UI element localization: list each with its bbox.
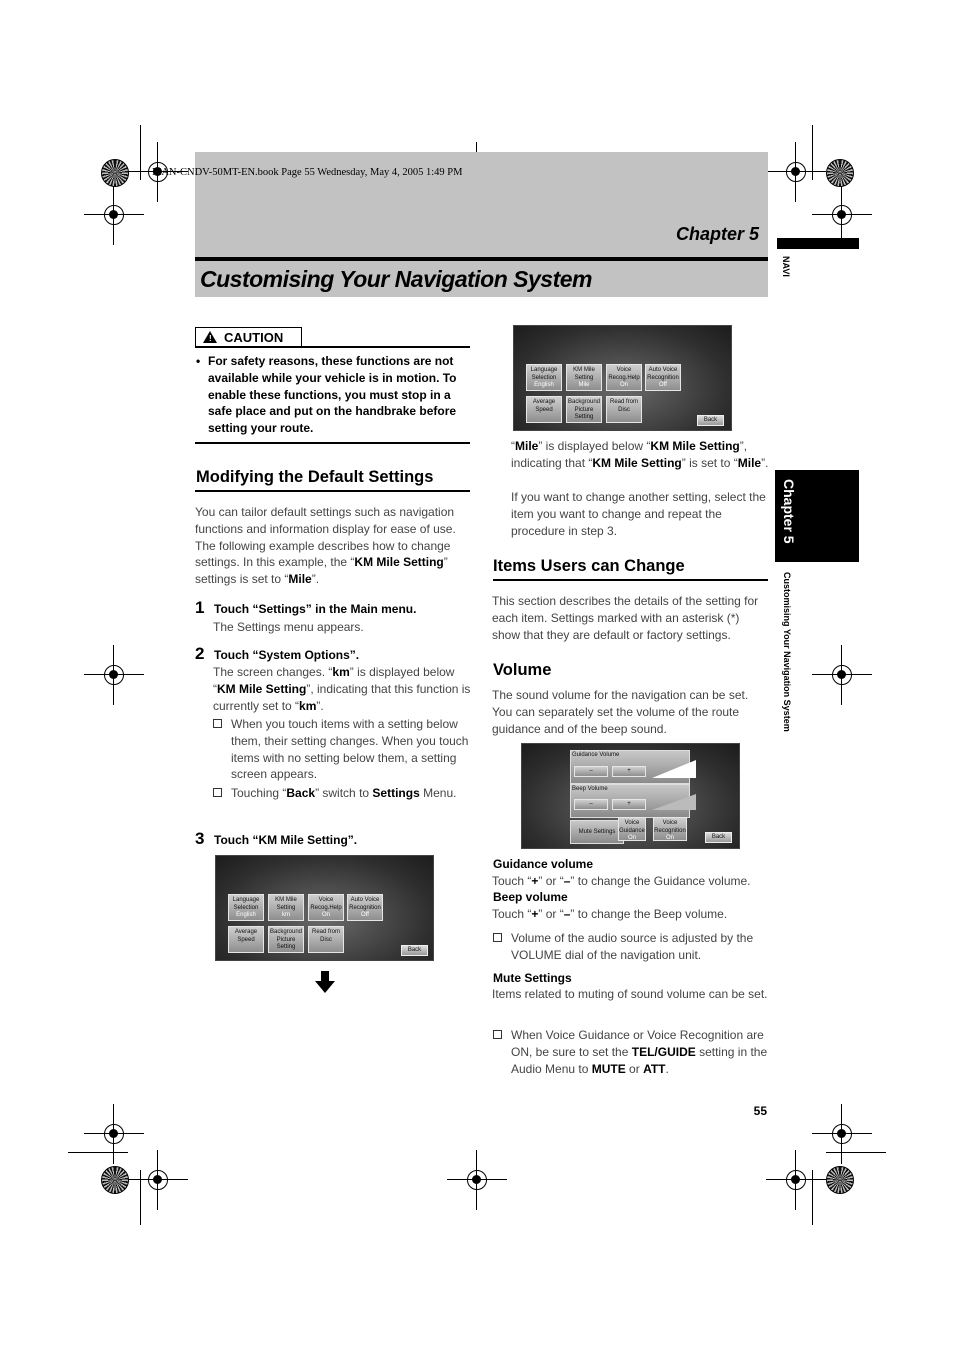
registration-mark bbox=[812, 645, 872, 705]
registration-mark bbox=[128, 1150, 188, 1210]
registration-mark bbox=[84, 185, 144, 245]
warning-icon-mark: ! bbox=[209, 334, 212, 343]
registration-mark bbox=[447, 1150, 507, 1210]
settings-screenshot bbox=[215, 855, 434, 961]
guidance-volume-text: Touch “+” or “–” to change the Guidance volume. bbox=[492, 874, 751, 888]
color-rosette bbox=[101, 159, 129, 187]
registration-mark bbox=[812, 185, 872, 245]
volume-level-icon bbox=[652, 760, 696, 778]
step-title: Touch “System Options”. bbox=[214, 648, 360, 662]
trim-line bbox=[68, 1152, 128, 1153]
intro-paragraph: You can tailor default settings such as navigation functions and information display for ease of use. The following example describes how to change settings. In this example, the “KM Mile Setting” settings is set to “Mile”. bbox=[195, 505, 456, 587]
note: When you touch items with a setting below them, their setting changes. When you touch items with no setting below them, a setting screen appears. bbox=[213, 716, 471, 733]
step-title: Touch “KM Mile Setting”. bbox=[214, 833, 358, 847]
voice-guidance-button: Voice Guidance On bbox=[618, 817, 646, 841]
color-rosette bbox=[101, 1166, 129, 1194]
caution-label: CAUTION bbox=[224, 330, 284, 345]
items-paragraph: This section describes the details of the setting for each item. Settings marked with an asterisk (*) show that they are default or factory settings. bbox=[492, 594, 759, 642]
trim-line bbox=[140, 125, 141, 180]
screen-button-read-disc: Read from Disc bbox=[606, 396, 642, 423]
note: Touching “Back” switch to Settings Menu. bbox=[213, 785, 471, 802]
screen-back-button: Back bbox=[705, 832, 732, 843]
screen-button-background: Background Picture Setting bbox=[268, 926, 304, 953]
screen-button-km-mile: KM Mile Setting km bbox=[268, 894, 304, 921]
screen-button-auto-voice: Auto Voice Recognition Off bbox=[347, 894, 383, 921]
mute-settings-label: Mute Settings bbox=[570, 820, 624, 844]
screen-button-background: Background Picture Setting bbox=[566, 396, 602, 423]
heading-rule bbox=[195, 490, 470, 492]
color-rosette bbox=[826, 1166, 854, 1194]
step-number: 3 bbox=[195, 829, 205, 848]
heading-rule bbox=[493, 579, 768, 581]
navi-tab-label: NAVI bbox=[781, 256, 791, 277]
guidance-minus-button: – bbox=[574, 766, 608, 777]
step-description: The Settings menu appears. bbox=[213, 620, 364, 634]
section-heading: Modifying the Default Settings bbox=[196, 468, 434, 486]
page-number: 55 bbox=[753, 1104, 767, 1118]
beep-volume-label: Beep Volume bbox=[572, 786, 608, 792]
beep-volume-text: Touch “+” or “–” to change the Beep volume. bbox=[492, 907, 728, 921]
another-setting-paragraph: If you want to change another setting, select the item you want to change and repeat the procedure in step 3. bbox=[511, 490, 766, 538]
volume-screenshot bbox=[521, 743, 740, 849]
guidance-volume-heading: Guidance volume bbox=[493, 857, 594, 871]
screen-button-average-speed: Average Speed bbox=[526, 396, 562, 423]
volume-level-icon bbox=[652, 792, 696, 810]
screen-button-voice-help: Voice Recog.Help On bbox=[308, 894, 344, 921]
chapter-tab-label: Chapter 5 bbox=[781, 479, 797, 544]
settings-screenshot-mile bbox=[513, 325, 732, 431]
section-heading: Volume bbox=[493, 661, 552, 679]
bullet: • bbox=[196, 354, 201, 368]
beep-plus-button: + bbox=[612, 799, 646, 810]
section-heading: Items Users can Change bbox=[493, 557, 685, 575]
step-title: Touch “Settings” in the Main menu. bbox=[214, 602, 417, 616]
note: Volume of the audio source is adjusted by the VOLUME dial of the navigation unit. bbox=[493, 930, 769, 947]
voice-recognition-button: Voice Recognition On bbox=[653, 817, 687, 841]
trim-line bbox=[812, 125, 813, 180]
side-section-title: Customising Your Navigation System bbox=[782, 572, 792, 732]
header-rule bbox=[195, 257, 768, 261]
step-description: The screen changes. “km” is displayed below “KM Mile Setting”, indicating that this function is currently set to “km”. bbox=[213, 665, 471, 713]
chapter-label: Chapter 5 bbox=[675, 224, 759, 244]
screen-button-language: Language Selection English bbox=[228, 894, 264, 921]
trim-line bbox=[812, 1170, 813, 1225]
step-number: 2 bbox=[195, 644, 205, 663]
trim-line bbox=[140, 1170, 141, 1225]
screen-button-read-disc: Read from Disc bbox=[308, 926, 344, 953]
volume-paragraph: The sound volume for the navigation can be set. You can separately set the volume of the route guidance and of the beep sound. bbox=[492, 688, 749, 736]
note-icon bbox=[213, 788, 222, 797]
color-rosette bbox=[826, 159, 854, 187]
trim-line bbox=[826, 1152, 886, 1153]
note-icon bbox=[213, 719, 222, 728]
screen-back-button: Back bbox=[401, 945, 428, 956]
mute-settings-heading: Mute Settings bbox=[493, 971, 572, 985]
registration-mark bbox=[766, 1150, 826, 1210]
screen-button-auto-voice: Auto Voice Recognition Off bbox=[645, 364, 681, 391]
screen-button-language: Language Selection English bbox=[526, 364, 562, 391]
registration-mark bbox=[84, 645, 144, 705]
note-icon bbox=[493, 1030, 502, 1039]
screen-button-km-mile: KM Mile Setting Mile bbox=[566, 364, 602, 391]
page-title: Customising Your Navigation System bbox=[200, 266, 592, 292]
note: When Voice Guidance or Voice Recognition are ON, be sure to set the TEL/GUIDE setting in the Audio Menu to MUTE or ATT. bbox=[493, 1027, 769, 1044]
beep-volume-heading: Beep volume bbox=[493, 890, 568, 904]
guidance-plus-button: + bbox=[612, 766, 646, 777]
arrow-down-icon bbox=[315, 971, 335, 993]
screen-button-voice-help: Voice Recog.Help On bbox=[606, 364, 642, 391]
guidance-volume-label: Guidance Volume bbox=[572, 752, 620, 758]
book-info: MAN-CNDV-50MT-EN.book Page 55 Wednesday, May 4, 2005 1:49 PM bbox=[152, 167, 463, 178]
caution-divider bbox=[195, 346, 470, 348]
note-icon bbox=[493, 933, 502, 942]
mute-settings-text: Items related to muting of sound volume can be set. bbox=[492, 987, 768, 1001]
screen-button-average-speed: Average Speed bbox=[228, 926, 264, 953]
caution-divider bbox=[195, 442, 470, 444]
caution-text: • For safety reasons, these functions are not available while your vehicle is in motion. To enable these functions, you must stop in a safe place and put on the handbrake before setting your route. bbox=[196, 354, 457, 436]
screen-back-button: Back bbox=[697, 415, 724, 426]
mile-paragraph: “Mile” is displayed below “KM Mile Setting”, indicating that “KM Mile Setting” is set to “Mile”. bbox=[511, 439, 769, 470]
navi-tab-bar bbox=[777, 238, 859, 249]
beep-minus-button: – bbox=[574, 799, 608, 810]
step-number: 1 bbox=[195, 598, 205, 617]
